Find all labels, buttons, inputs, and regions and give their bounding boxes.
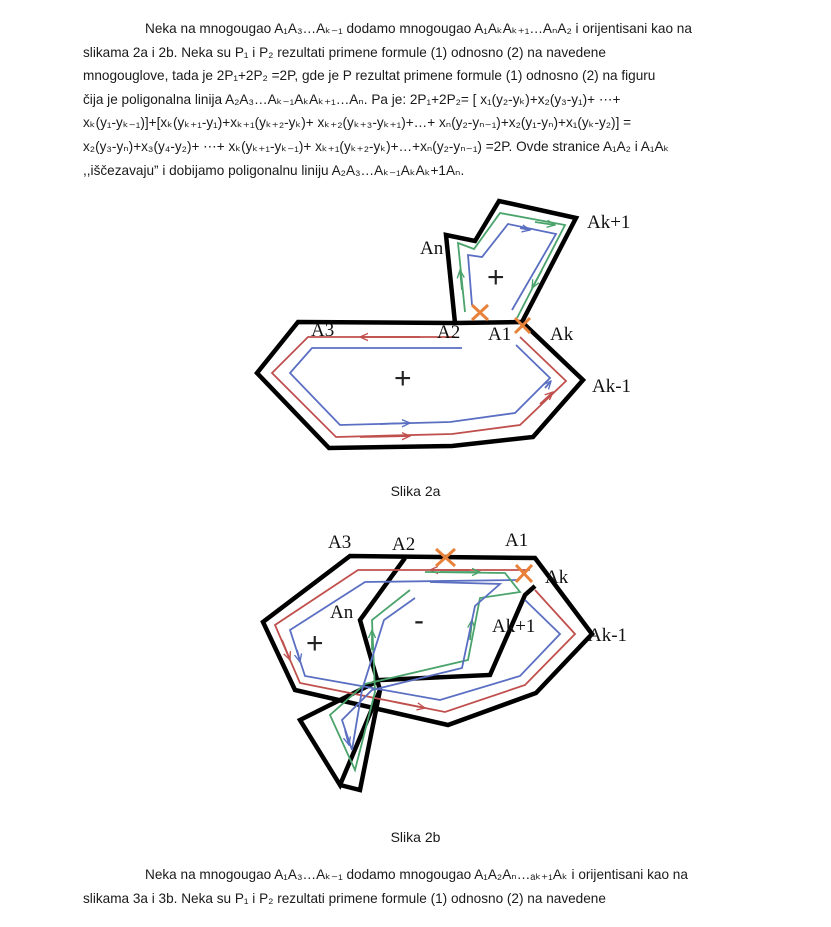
blue-path-lower: [290, 345, 550, 425]
paragraph-2: [83, 863, 763, 910]
label-ak: Ak: [545, 567, 569, 588]
label-a3: A3: [311, 320, 335, 341]
figure-2a-caption: Slika 2a: [390, 483, 441, 499]
sign-lower: +: [394, 362, 412, 395]
paragraph-2-line: slikama 3a i 3b. Neka su P₁ i P₂ rezultati primene formule (1) odnosno (2) na navedene: [83, 890, 606, 906]
paragraph-1-line: mnogouglove, tada je 2P₁+2P₂ =2P, gde je P rezultat primene formule (1) odnosno (2) na figuru: [83, 68, 656, 84]
upper-polygon-outline: [446, 201, 576, 323]
label-ak-plus-1: Ak+1: [492, 616, 536, 637]
blue-path: [290, 580, 560, 700]
label-ak-minus-1: Ak-1: [592, 376, 632, 397]
label-an: An: [420, 238, 444, 259]
label-a3: A3: [328, 532, 352, 553]
figure-2b-caption: Slika 2b: [390, 829, 441, 845]
paragraph-1-line: slikama 2a i 2b. Neka su P₁ i P₂ rezultati primene formule (1) odnosno (2) na navedene: [83, 44, 606, 60]
cross-mark-a1: [516, 565, 532, 582]
paragraph-1-line: Neka na mnogougao A₁A₃…Aₖ₋₁ dodamo mnogougao A₁AₖAₖ₊₁…AₙA₂ i orijentisani kao na: [145, 21, 692, 36]
paragraph-1-line: x₂(y₃-yₙ)+x₃(y₄-y₂)+ ⋯+ xₖ(yₖ₊₁-yₖ₋₁)+ xₖ₊₁(yₖ₊₂-yₖ)+…+xₙ(y₂-yₙ₋₁) =2P. Ovde stranice A₁A₂ i A₁Aₖ: [83, 138, 670, 154]
figure-2a: [257, 201, 631, 448]
label-a1: A1: [505, 530, 529, 551]
paragraph-2-line: Neka na mnogougao A₁A₃…Aₖ₋₁ dodamo mnogougao A₁A₂Aₙ…ₐₖ₊₁Aₖ i orijentisani kao na: [145, 867, 688, 882]
paragraph-1-line: ,,iščezavaju” i dobijamo poligonalnu liniju A₂A₃…Aₖ₋₁AₖAₖ+1Aₙ.: [83, 162, 465, 178]
label-ak: Ak: [550, 324, 574, 345]
label-ak-minus-1: Ak-1: [588, 625, 628, 646]
paragraph-1-line: čija je poligonalna linija A₂A₃…Aₖ₋₁AₖAₖ₊₁…Aₙ. Pa je: 2P₁+2P₂= [ x₁(y₂-yₖ)+x₂(y₃-y₁)+ ⋯+: [83, 91, 621, 107]
label-an: An: [330, 602, 354, 623]
sign-left: +: [306, 627, 324, 660]
sign-middle: -: [414, 604, 424, 637]
paragraph-1-line: xₖ(y₁-yₖ₋₁)]+[xₖ(yₖ₊₁-y₁)+xₖ₊₁(yₖ₊₂-yₖ)+ xₖ₊₂(yₖ₊₃-yₖ₊₁)+…+ xₙ(y₂-yₙ₋₁)+x₂(y₁-yₙ)+x₁(yₖ-y₂)] =: [83, 115, 632, 131]
figure-2b: [263, 530, 627, 790]
label-a1: A1: [488, 324, 512, 345]
sign-upper: +: [487, 261, 505, 294]
label-ak-plus-1: Ak+1: [587, 212, 631, 233]
lower-polygon-outline: [257, 322, 583, 448]
cross-mark-a2: [472, 305, 488, 320]
label-a2: A2: [437, 322, 461, 343]
label-a2: A2: [392, 534, 416, 555]
